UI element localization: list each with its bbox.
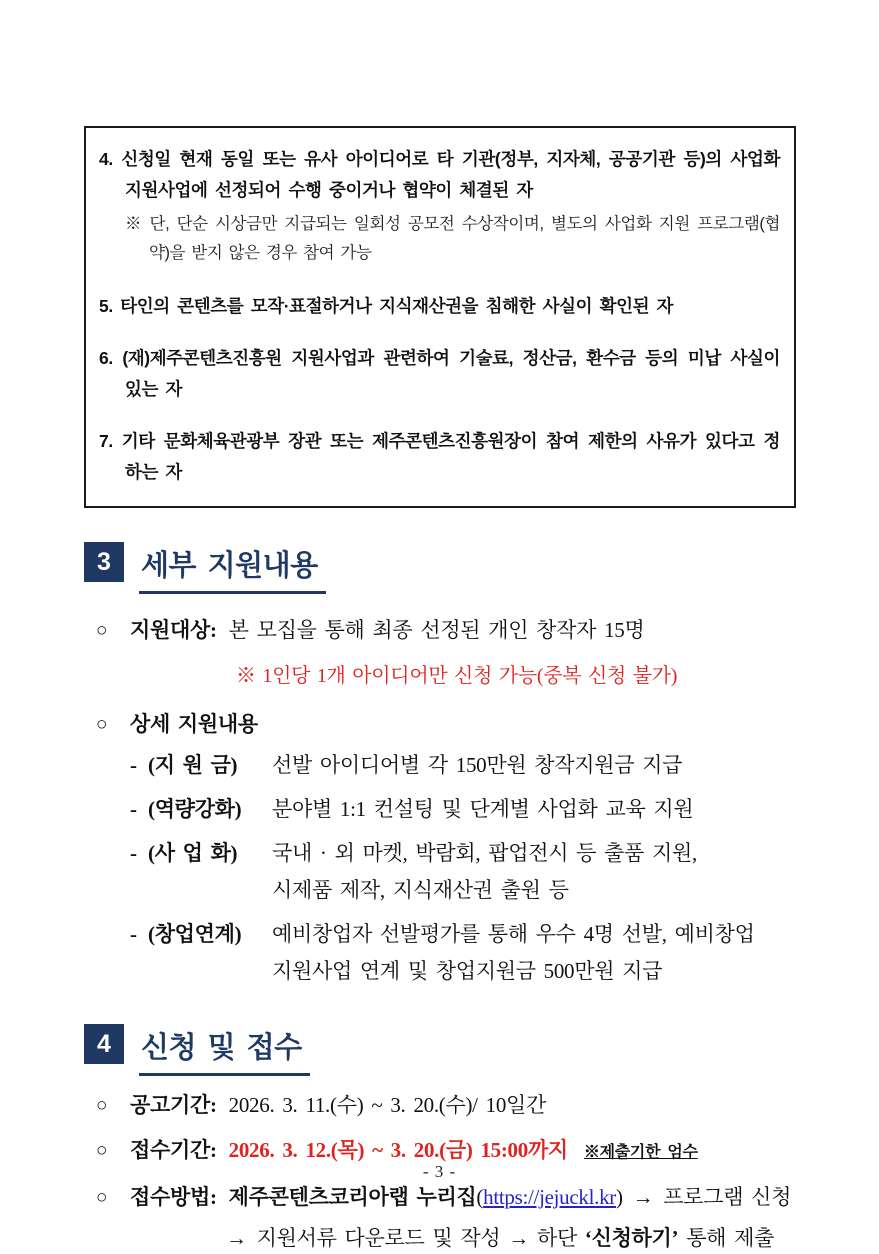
paren-close: ) bbox=[615, 1185, 623, 1209]
website-link[interactable]: https://jejuckl.kr bbox=[483, 1185, 616, 1209]
section3-number-badge: 3 bbox=[84, 542, 124, 582]
arrow-right-icon: → bbox=[632, 1185, 654, 1209]
section4-header bbox=[84, 1024, 796, 1076]
circle-bullet-icon: ○ bbox=[96, 620, 108, 641]
paren-open: ( bbox=[476, 1185, 484, 1209]
detail-item-startup-line1: 예비창업자 선발평가를 통해 우수 4명 선발, 예비창업 bbox=[272, 922, 755, 946]
detail-support-label: 상세 지원내용 bbox=[130, 712, 258, 736]
circle-bullet-icon: ○ bbox=[96, 1187, 108, 1208]
support-target-line bbox=[84, 615, 796, 646]
support-target-note: ※ 1인당 1개 아이디어만 신청 가능(중복 신청 불가) bbox=[236, 665, 678, 687]
detail-item-capacity-label: (역량강화) bbox=[148, 797, 242, 821]
restriction-item-5: 5. 타인의 콘텐츠를 모작·표절하거나 지식재산권을 침해한 사실이 확인된 자 bbox=[99, 296, 674, 316]
detail-item-startup-line2: 지원사업 연계 및 창업지원금 500만원 지급 bbox=[272, 959, 663, 983]
receipt-deadline-note: ※제출기한 엄수 bbox=[583, 1144, 698, 1161]
method-line2-pre: 지원서류 다운로드 및 작성 → 하단 bbox=[256, 1226, 577, 1250]
page-number: - 3 - bbox=[422, 1162, 457, 1181]
support-target-text: 본 모집을 통해 최종 선정된 개인 창작자 15명 bbox=[228, 618, 645, 642]
application-method-line bbox=[84, 1182, 796, 1213]
dash-bullet-icon: - bbox=[130, 841, 137, 865]
notice-period-label: 공고기간: bbox=[130, 1093, 217, 1117]
section4-number-badge: 4 bbox=[84, 1024, 124, 1064]
restriction-item-7: 7. 기타 문화체육관광부 장관 또는 제주콘텐츠진흥원장이 참여 제한의 사유가 있다고 정하는 자 bbox=[99, 431, 780, 482]
detail-item-startup-text bbox=[272, 916, 796, 990]
dash-bullet-icon: - bbox=[130, 922, 137, 946]
receipt-period-label: 접수기간: bbox=[130, 1138, 217, 1162]
detail-item-fund-text: 선발 아이디어별 각 150만원 창작지원금 지급 bbox=[272, 753, 683, 777]
detail-item-startup-label: (창업연계) bbox=[148, 922, 242, 946]
detail-item-business-text bbox=[272, 835, 796, 909]
dash-bullet-icon: - bbox=[130, 753, 137, 777]
detail-item-business-label: (사 업 화) bbox=[148, 841, 238, 865]
circle-bullet-icon: ○ bbox=[96, 714, 108, 735]
detail-item-startup bbox=[130, 916, 796, 990]
detail-item-business-line2: 시제품 제작, 지식재산권 출원 등 bbox=[272, 878, 569, 902]
detail-support-line bbox=[84, 709, 796, 740]
support-target-label: 지원대상: bbox=[130, 618, 217, 642]
section4-title: 신청 및 접수 bbox=[139, 1024, 310, 1076]
detail-item-fund-label: (지 원 금) bbox=[148, 753, 238, 777]
detail-item-capacity bbox=[130, 791, 796, 828]
method-apply-button-name: ‘신청하기’ bbox=[584, 1226, 679, 1250]
section3-header bbox=[84, 542, 796, 594]
detail-item-business bbox=[130, 835, 796, 909]
restriction-item-6: 6. (재)제주콘텐츠진흥원 지원사업과 관련하여 기술료, 정산금, 환수금 등의 미납 사실이 있는 자 bbox=[99, 348, 780, 399]
receipt-period-dates: 2026. 3. 12.(목) ~ 3. 20.(금) 15:00까지 bbox=[228, 1138, 568, 1162]
detail-item-business-line1: 국내 · 외 마켓, 박람회, 팝업전시 등 출품 지원, bbox=[272, 841, 697, 865]
application-method-line2 bbox=[224, 1223, 796, 1254]
application-method-label: 접수방법: bbox=[130, 1185, 217, 1209]
method-step1: 프로그램 신청 bbox=[663, 1185, 792, 1209]
restriction-item-4-note: ※ 단, 단순 시상금만 지급되는 일회성 공모전 수상작이며, 별도의 사업화 지원 프로그램(협약)을 받지 않은 경우 참여 가능 bbox=[125, 215, 780, 262]
application-method-text bbox=[229, 1182, 792, 1213]
detail-item-capacity-text: 분야별 1:1 컨설팅 및 단계별 사업화 교육 지원 bbox=[272, 797, 694, 821]
restrictions-box bbox=[84, 126, 796, 508]
circle-bullet-icon: ○ bbox=[96, 1095, 108, 1116]
website-name: 제주콘텐츠코리아랩 누리집 bbox=[228, 1185, 477, 1209]
method-line2-post: 통해 제출 bbox=[686, 1226, 775, 1250]
notice-period-text: 2026. 3. 11.(수) ~ 3. 20.(수)/ 10일간 bbox=[228, 1093, 547, 1117]
arrow-right-icon: → bbox=[226, 1226, 247, 1250]
dash-bullet-icon: - bbox=[130, 797, 137, 821]
section3-title: 세부 지원내용 bbox=[139, 542, 326, 594]
circle-bullet-icon: ○ bbox=[96, 1140, 108, 1161]
restriction-item-4: 4. 신청일 현재 동일 또는 유사 아이디어로 타 기관(정부, 지자체, 공공기관 등)의 사업화 지원사업에 선정되어 수행 중이거나 협약이 체결된 자 bbox=[99, 149, 780, 200]
detail-item-fund bbox=[130, 747, 796, 784]
notice-period-line bbox=[84, 1090, 796, 1121]
